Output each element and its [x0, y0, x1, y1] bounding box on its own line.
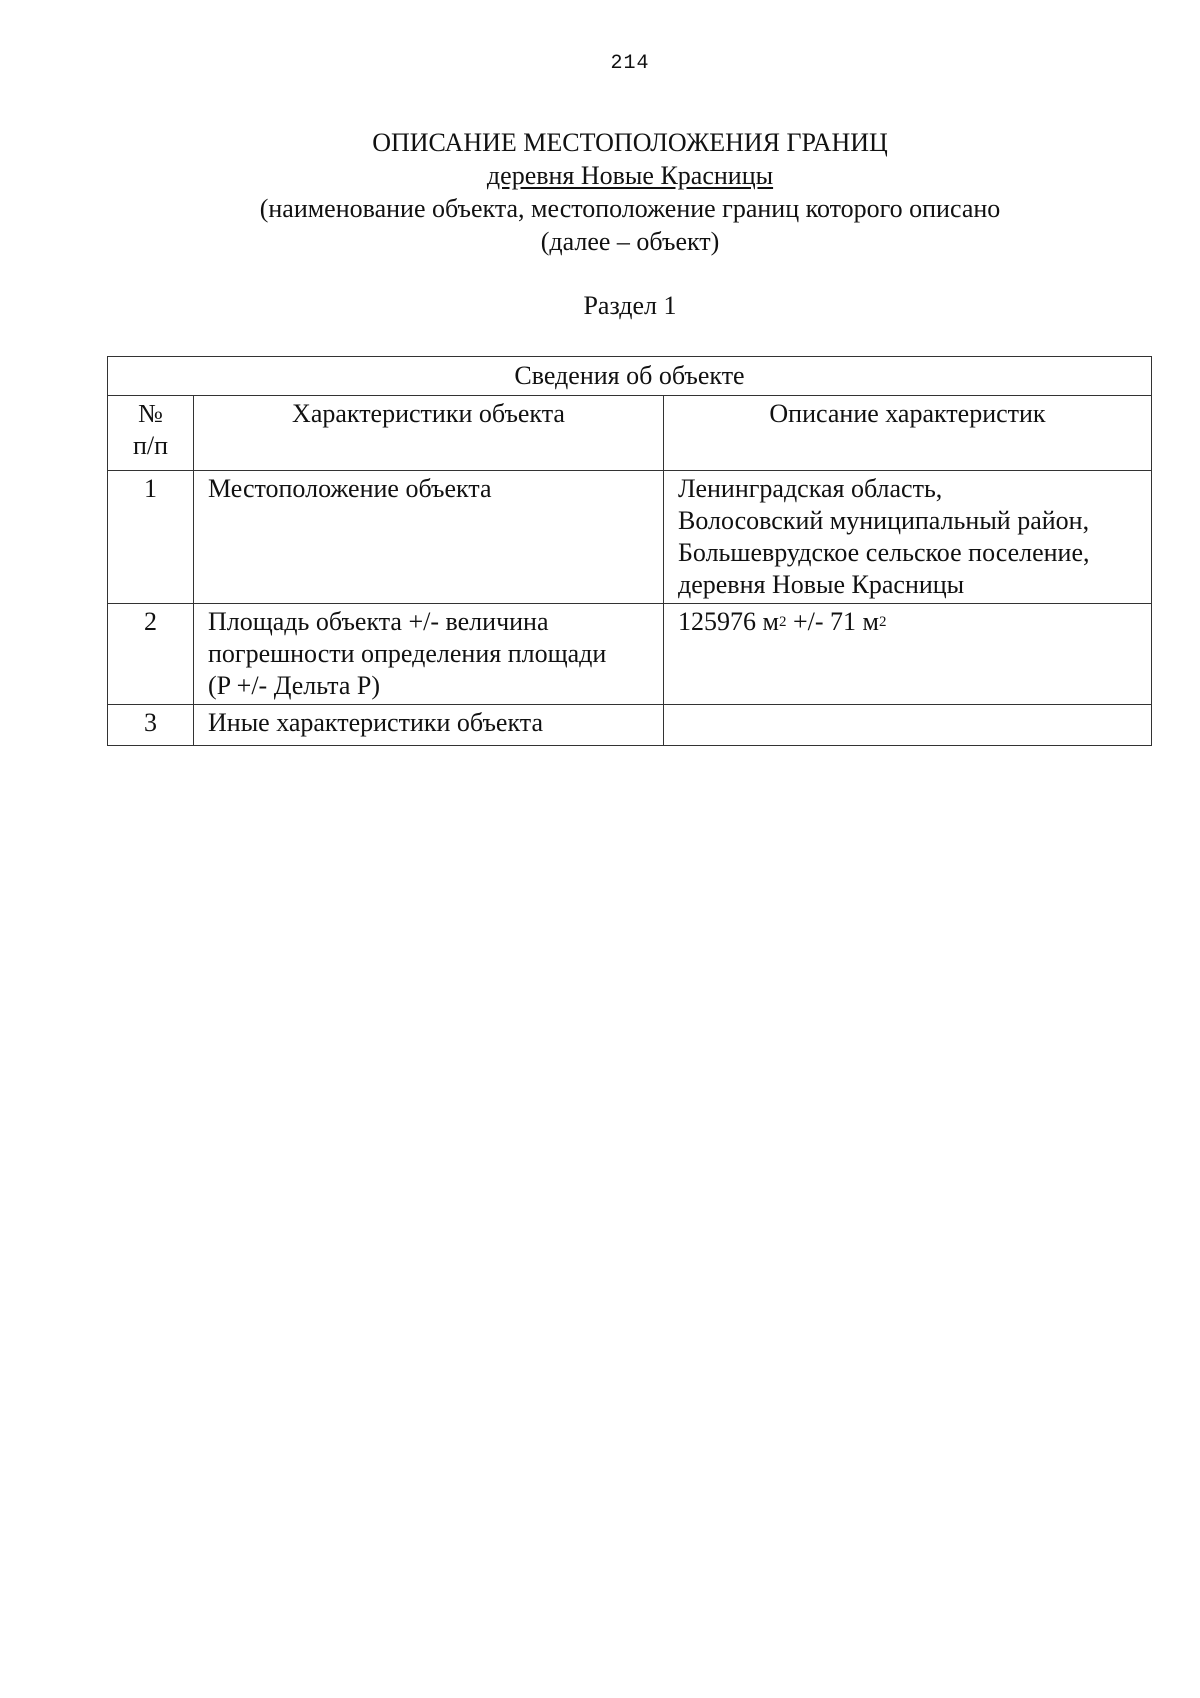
row-number: 1 [108, 471, 194, 604]
row-number: 3 [108, 705, 194, 746]
table-caption: Сведения об объекте [108, 357, 1152, 396]
characteristic-line: (P +/- Дельта P) [208, 671, 380, 700]
header-number-line-1: № [138, 399, 163, 428]
characteristic-line: погрешности определения площади [208, 639, 607, 668]
header-characteristic: Характеристики объекта [194, 396, 664, 471]
characteristic-line: Площадь объекта +/- величина [208, 607, 549, 636]
location-line: деревня Новые Красницы [678, 570, 965, 599]
tolerance-unit-superscript: 2 [878, 614, 887, 630]
object-caption-line-1: (наименование объекта, местоположение границ которого описано [259, 194, 1001, 223]
document-title: ОПИСАНИЕ МЕСТОПОЛОЖЕНИЯ ГРАНИЦ [372, 128, 888, 157]
table-row [108, 471, 1152, 604]
row-characteristic: Иные характеристики объекта [194, 705, 664, 746]
row-description [664, 705, 1152, 746]
row-description [664, 471, 1152, 604]
object-name: деревня Новые Красницы [486, 161, 774, 190]
header-description: Описание характеристик [664, 396, 1152, 471]
table-row [108, 604, 1152, 705]
location-line: Большеврудское сельское поселение, [678, 538, 1090, 567]
header-number [108, 396, 194, 471]
document-header [0, 126, 1200, 258]
area-tolerance: +/- 71 м [786, 607, 879, 636]
object-caption-line-2: (далее – объект) [540, 227, 720, 256]
page-number: 214 [610, 52, 650, 75]
header-number-line-2: п/п [132, 431, 169, 460]
area-unit-superscript: 2 [778, 614, 787, 630]
area-value: 125976 м [678, 607, 779, 636]
object-info-table [107, 356, 1152, 746]
location-line: Волосовский муниципальный район, [678, 506, 1090, 535]
row-number: 2 [108, 604, 194, 705]
row-description [664, 604, 1152, 705]
row-characteristic [194, 604, 664, 705]
table-row [108, 705, 1152, 746]
section-title: Раздел 1 [583, 291, 677, 320]
row-characteristic: Местоположение объекта [194, 471, 664, 604]
location-line: Ленинградская область, [678, 474, 943, 503]
